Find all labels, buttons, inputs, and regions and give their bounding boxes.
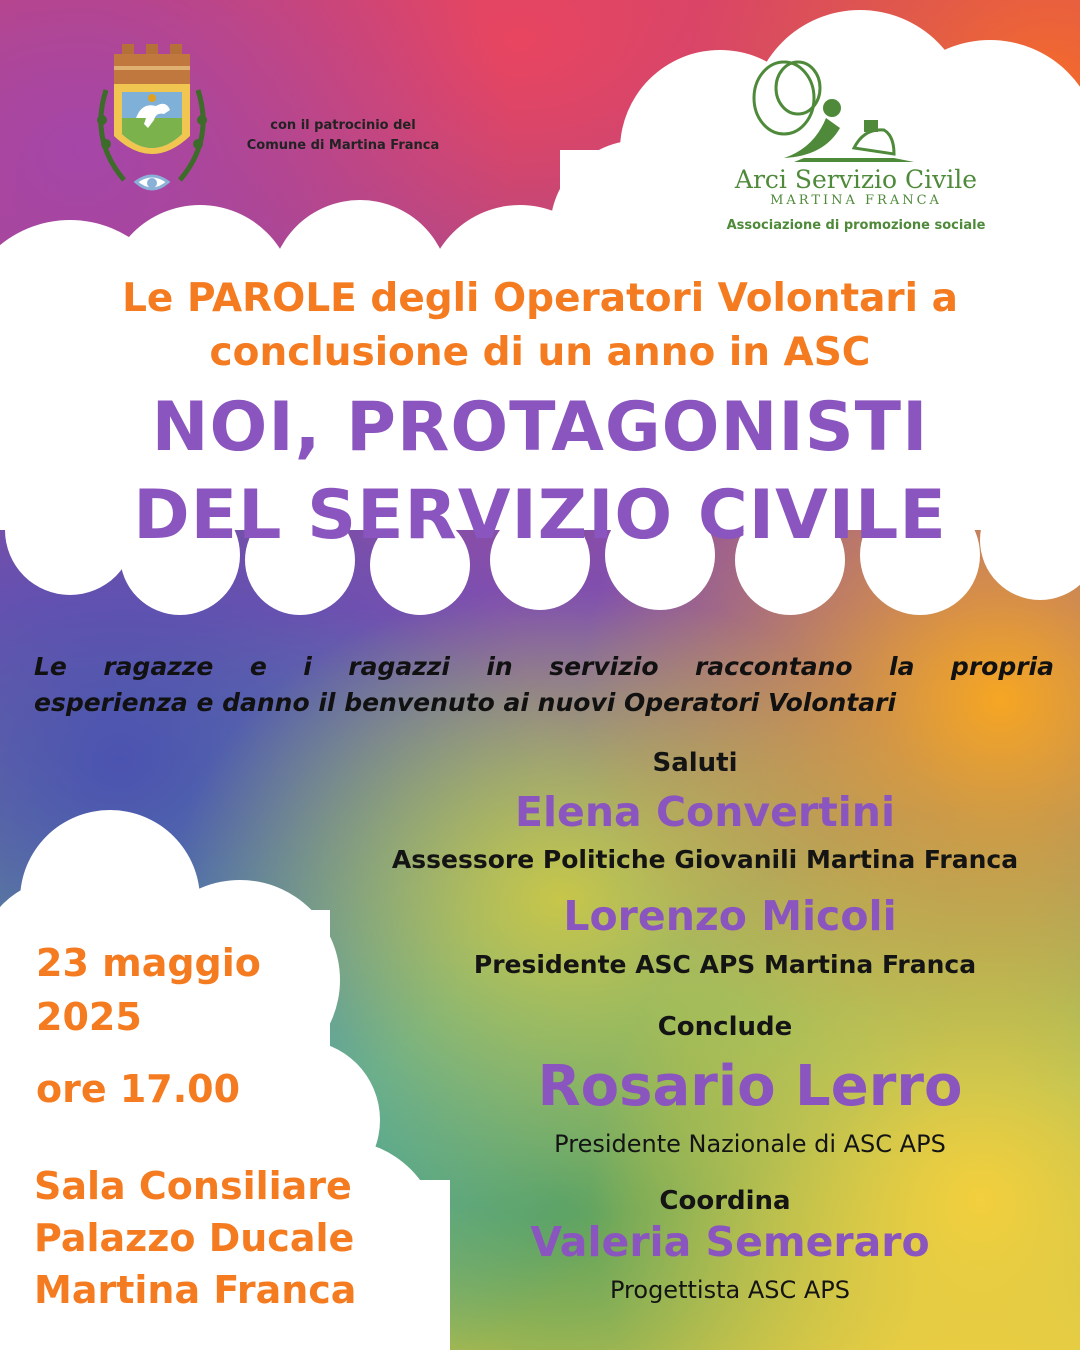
intro-line-2: esperienza e danno il benvenuto ai nuovi Operatori Volontari bbox=[34, 688, 897, 717]
title-line-2: DEL SERVIZIO CIVILE bbox=[133, 476, 947, 555]
event-date bbox=[36, 936, 356, 1044]
patronage-line-2: Comune di Martina Franca bbox=[246, 138, 440, 153]
coat-of-arms-icon bbox=[84, 40, 220, 206]
speaker-4-name: Valeria Semeraro bbox=[530, 1218, 930, 1266]
date-line-2: 2025 bbox=[36, 995, 142, 1039]
event-title bbox=[40, 384, 1040, 560]
speaker-2-role: Presidente ASC APS Martina Franca bbox=[473, 950, 977, 979]
event-venue bbox=[34, 1160, 454, 1316]
intro-line-1: Le ragazze e i ragazzi in servizio raccontano la propria bbox=[34, 652, 1054, 681]
event-subtitle bbox=[40, 272, 1040, 380]
venue-line-3: Martina Franca bbox=[34, 1268, 357, 1312]
speaker-1-role: Assessore Politiche Giovanili Martina Franca bbox=[391, 845, 1019, 874]
patronage-note bbox=[238, 116, 448, 156]
speaker-3-role: Presidente Nazionale di ASC APS bbox=[554, 1130, 946, 1158]
venue-line-2: Palazzo Ducale bbox=[34, 1216, 355, 1260]
asc-name: Arci Servizio Civile bbox=[734, 165, 978, 194]
venue-line-1: Sala Consiliare bbox=[34, 1164, 352, 1208]
event-intro bbox=[34, 649, 1054, 721]
asc-logo-text bbox=[706, 166, 1006, 233]
speaker-3-name: Rosario Lerro bbox=[537, 1054, 963, 1119]
subtitle-line-2: conclusione di un anno in ASC bbox=[209, 330, 871, 375]
coordination-label: Coordina bbox=[659, 1186, 791, 1216]
asc-tagline: Associazione di promozione sociale bbox=[726, 218, 986, 233]
conclude-label: Conclude bbox=[657, 1012, 793, 1042]
event-time: ore 17.00 bbox=[36, 1067, 241, 1111]
asc-city: MARTINA FRANCA bbox=[770, 193, 942, 208]
patronage-line-1: con il patrocinio del bbox=[270, 118, 416, 133]
speaker-2-name: Lorenzo Micoli bbox=[563, 892, 897, 940]
title-line-1: NOI, PROTAGONISTI bbox=[151, 388, 929, 467]
greetings-label: Saluti bbox=[652, 748, 738, 778]
date-line-1: 23 maggio bbox=[36, 941, 261, 985]
speaker-4-role: Progettista ASC APS bbox=[610, 1276, 850, 1304]
subtitle-line-1: Le PAROLE degli Operatori Volontari a bbox=[122, 276, 958, 321]
asc-logo-icon bbox=[744, 58, 920, 170]
speaker-1-name: Elena Convertini bbox=[514, 788, 896, 836]
